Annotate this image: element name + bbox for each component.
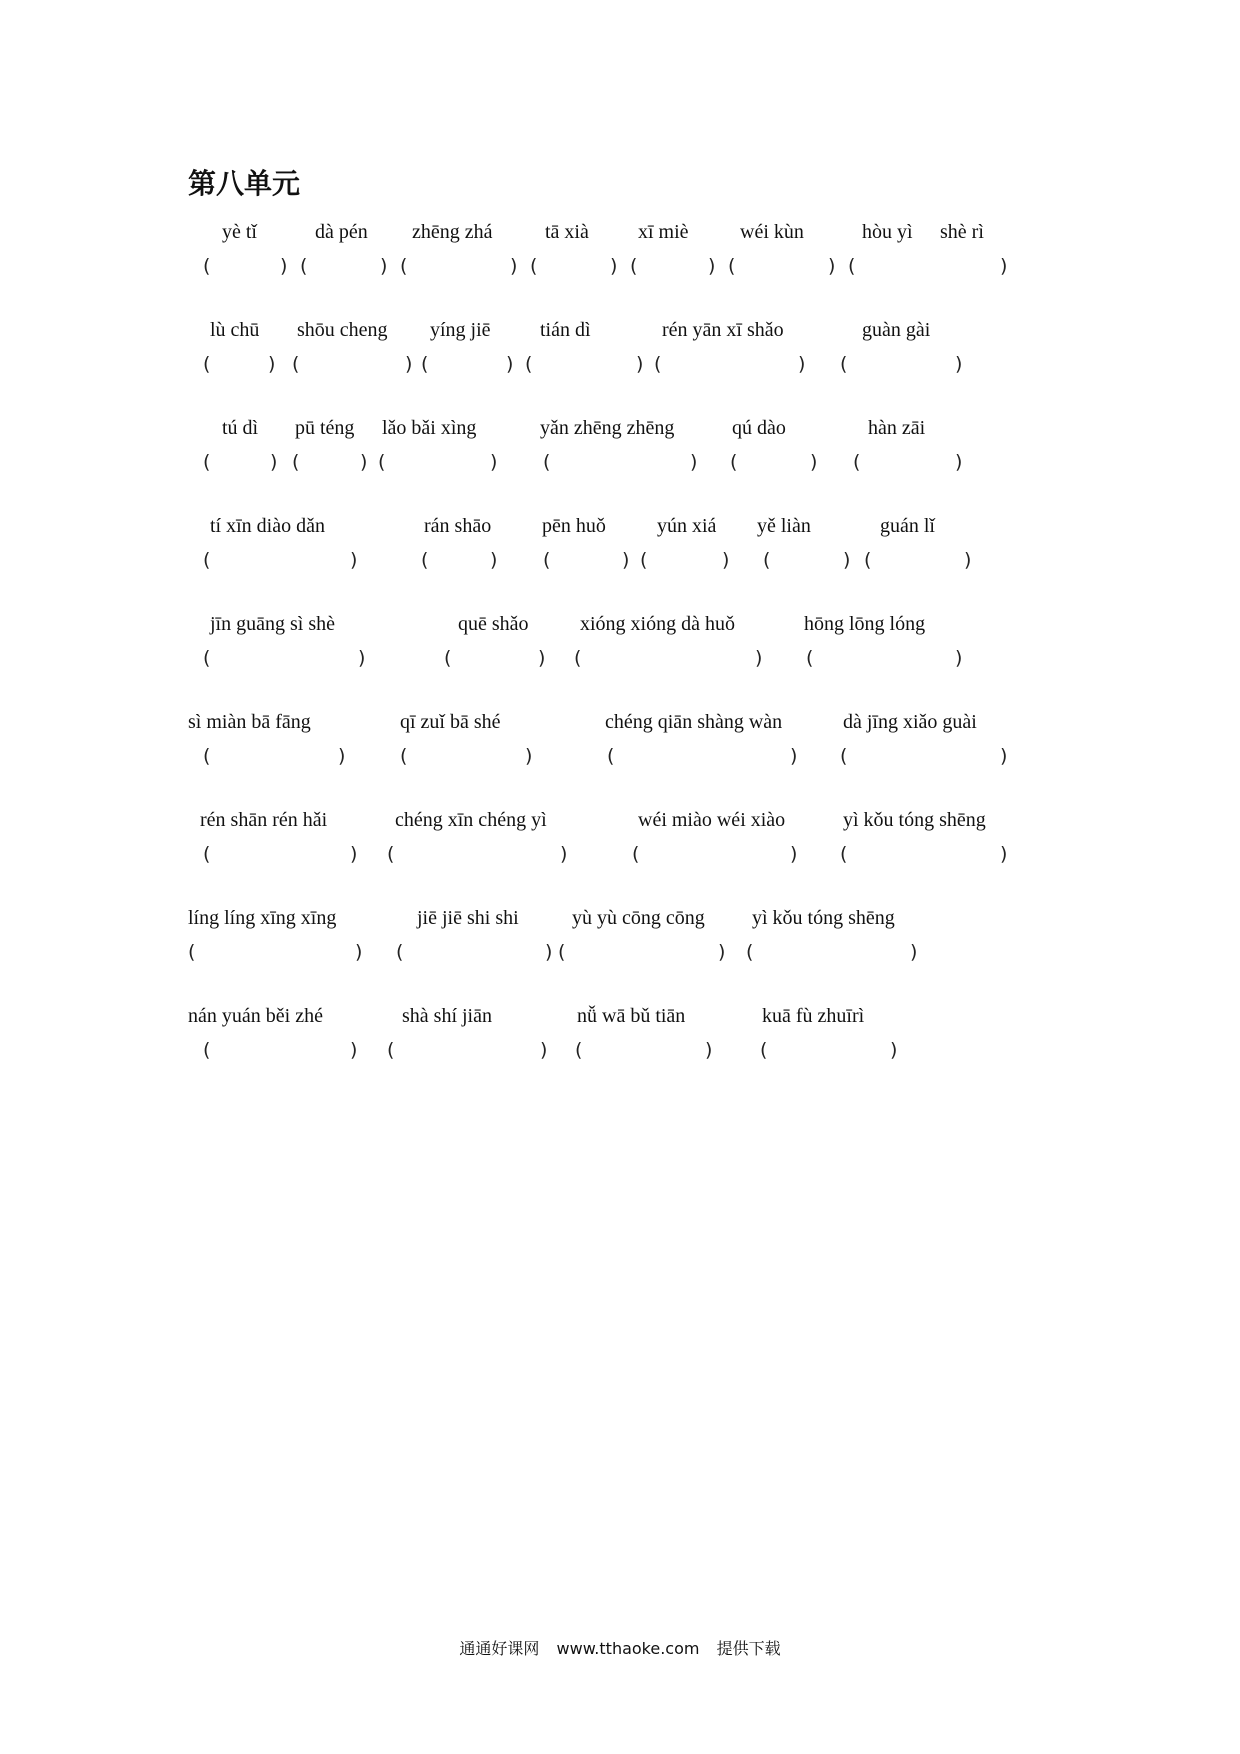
answer-blank-open: ( bbox=[840, 843, 848, 865]
answer-blank-close: ) bbox=[955, 451, 963, 473]
footer bbox=[0, 1636, 1240, 1659]
answer-blank-close: ) bbox=[350, 843, 358, 865]
pinyin-prompt: tú dì bbox=[222, 417, 259, 439]
pinyin-prompt: shè rì bbox=[940, 221, 984, 243]
answer-blank-close: ) bbox=[964, 549, 972, 571]
pinyin-prompt: dà jīng xiǎo guài bbox=[843, 711, 977, 733]
exercise-row bbox=[0, 808, 1240, 878]
answer-blank-close: ) bbox=[690, 451, 698, 473]
pinyin-prompt: rén yān xī shǎo bbox=[662, 319, 784, 341]
answer-blank-close: ) bbox=[890, 1039, 898, 1061]
answer-blank-open: ( bbox=[763, 549, 771, 571]
answer-blank-open: ( bbox=[203, 647, 211, 669]
pinyin-prompt: xióng xióng dà huǒ bbox=[580, 613, 735, 635]
footer-url: www.tthaoke.com bbox=[556, 1639, 700, 1658]
answer-blank-open: ( bbox=[444, 647, 452, 669]
answer-blank-close: ) bbox=[338, 745, 346, 767]
answer-blank-open: ( bbox=[853, 451, 861, 473]
pinyin-prompt: wéi kùn bbox=[740, 221, 804, 243]
answer-blank-close: ) bbox=[350, 549, 358, 571]
pinyin-prompt: zhēng zhá bbox=[412, 221, 493, 243]
exercise-row bbox=[0, 514, 1240, 584]
answer-blank-open: ( bbox=[188, 941, 196, 963]
pinyin-prompt: tí xīn diào dǎn bbox=[210, 515, 325, 537]
answer-blank-open: ( bbox=[525, 353, 533, 375]
answer-blank-close: ) bbox=[540, 1039, 548, 1061]
answer-blank-close: ) bbox=[1000, 255, 1008, 277]
answer-blank-close: ) bbox=[955, 647, 963, 669]
exercise-row bbox=[0, 906, 1240, 976]
exercise-row bbox=[0, 612, 1240, 682]
answer-blank-close: ) bbox=[490, 451, 498, 473]
pinyin-prompt: rán shāo bbox=[424, 515, 492, 537]
pinyin-prompt: yù yù cōng cōng bbox=[572, 907, 705, 929]
pinyin-prompt: yì kǒu tóng shēng bbox=[843, 809, 986, 831]
answer-blank-close: ) bbox=[705, 1039, 713, 1061]
answer-blank-open: ( bbox=[640, 549, 648, 571]
answer-blank-close: ) bbox=[545, 941, 553, 963]
answer-blank-open: ( bbox=[840, 745, 848, 767]
answer-blank-open: ( bbox=[203, 549, 211, 571]
pinyin-prompt: chéng qiān shàng wàn bbox=[605, 711, 783, 733]
answer-blank-open: ( bbox=[292, 353, 300, 375]
answer-blank-open: ( bbox=[840, 353, 848, 375]
answer-blank-close: ) bbox=[490, 549, 498, 571]
pinyin-prompt: hàn zāi bbox=[868, 417, 926, 439]
answer-blank-close: ) bbox=[380, 255, 388, 277]
answer-blank-open: ( bbox=[396, 941, 404, 963]
answer-blank-close: ) bbox=[708, 255, 716, 277]
pinyin-prompt: yè tǐ bbox=[222, 221, 257, 243]
answer-blank-close: ) bbox=[610, 255, 618, 277]
exercise-row bbox=[0, 710, 1240, 780]
answer-blank-open: ( bbox=[421, 353, 429, 375]
answer-blank-open: ( bbox=[746, 941, 754, 963]
answer-blank-open: ( bbox=[864, 549, 872, 571]
answer-blank-open: ( bbox=[760, 1039, 768, 1061]
answer-blank-open: ( bbox=[607, 745, 615, 767]
answer-blank-close: ) bbox=[722, 549, 730, 571]
pinyin-prompt: chéng xīn chéng yì bbox=[395, 809, 547, 831]
pinyin-prompt: guàn gài bbox=[862, 319, 931, 341]
pinyin-prompt: hōng lōng lóng bbox=[804, 613, 926, 635]
page-title: 第八单元 bbox=[188, 167, 301, 200]
pinyin-prompt: pēn huǒ bbox=[542, 515, 606, 537]
answer-blank-open: ( bbox=[203, 745, 211, 767]
exercise-row bbox=[0, 416, 1240, 486]
pinyin-prompt: yún xiá bbox=[657, 515, 717, 537]
answer-blank-open: ( bbox=[575, 1039, 583, 1061]
answer-blank-open: ( bbox=[203, 255, 211, 277]
answer-blank-open: ( bbox=[378, 451, 386, 473]
answer-blank-close: ) bbox=[355, 941, 363, 963]
pinyin-prompt: líng líng xīng xīng bbox=[188, 907, 337, 929]
answer-blank-open: ( bbox=[574, 647, 582, 669]
answer-blank-open: ( bbox=[203, 1039, 211, 1061]
answer-blank-open: ( bbox=[203, 843, 211, 865]
pinyin-prompt: sì miàn bā fāng bbox=[188, 711, 311, 733]
answer-blank-close: ) bbox=[798, 353, 806, 375]
answer-blank-open: ( bbox=[543, 549, 551, 571]
answer-blank-close: ) bbox=[910, 941, 918, 963]
answer-blank-close: ) bbox=[538, 647, 546, 669]
answer-blank-close: ) bbox=[636, 353, 644, 375]
answer-blank-close: ) bbox=[790, 843, 798, 865]
answer-blank-open: ( bbox=[530, 255, 538, 277]
pinyin-prompt: yě liàn bbox=[757, 515, 811, 537]
answer-blank-open: ( bbox=[728, 255, 736, 277]
answer-blank-open: ( bbox=[400, 745, 408, 767]
answer-blank-open: ( bbox=[730, 451, 738, 473]
pinyin-prompt: hòu yì bbox=[862, 221, 913, 243]
pinyin-prompt: dà pén bbox=[315, 221, 368, 243]
pinyin-prompt: tián dì bbox=[540, 319, 591, 341]
answer-blank-close: ) bbox=[718, 941, 726, 963]
answer-blank-open: ( bbox=[300, 255, 308, 277]
answer-blank-open: ( bbox=[630, 255, 638, 277]
answer-blank-close: ) bbox=[755, 647, 763, 669]
footer-suffix: 提供下载 bbox=[716, 1639, 781, 1658]
answer-blank-close: ) bbox=[1000, 745, 1008, 767]
answer-blank-close: ) bbox=[268, 353, 276, 375]
pinyin-prompt: guán lǐ bbox=[880, 515, 935, 537]
pinyin-prompt: xī miè bbox=[638, 221, 689, 243]
answer-blank-close: ) bbox=[1000, 843, 1008, 865]
pinyin-prompt: jiē jiē shi shi bbox=[417, 907, 519, 929]
pinyin-prompt: wéi miào wéi xiào bbox=[638, 809, 786, 831]
answer-blank-open: ( bbox=[203, 451, 211, 473]
pinyin-prompt: quē shǎo bbox=[458, 613, 529, 635]
pinyin-prompt: nǚ wā bǔ tiān bbox=[577, 1005, 686, 1027]
answer-blank-close: ) bbox=[280, 255, 288, 277]
pinyin-prompt: rén shān rén hǎi bbox=[200, 809, 328, 831]
answer-blank-open: ( bbox=[806, 647, 814, 669]
answer-blank-open: ( bbox=[387, 843, 395, 865]
answer-blank-close: ) bbox=[358, 647, 366, 669]
answer-blank-open: ( bbox=[654, 353, 662, 375]
pinyin-prompt: yíng jiē bbox=[430, 319, 491, 341]
answer-blank-open: ( bbox=[292, 451, 300, 473]
footer-site-name: 通通好课网 bbox=[459, 1639, 540, 1658]
answer-blank-open: ( bbox=[543, 451, 551, 473]
exercise-row bbox=[0, 318, 1240, 388]
answer-blank-close: ) bbox=[360, 451, 368, 473]
answer-blank-open: ( bbox=[632, 843, 640, 865]
pinyin-prompt: pū téng bbox=[295, 417, 355, 439]
exercise-row bbox=[0, 1004, 1240, 1074]
pinyin-prompt: yì kǒu tóng shēng bbox=[752, 907, 895, 929]
answer-blank-open: ( bbox=[387, 1039, 395, 1061]
answer-blank-open: ( bbox=[400, 255, 408, 277]
answer-blank-close: ) bbox=[560, 843, 568, 865]
pinyin-prompt: nán yuán běi zhé bbox=[188, 1005, 323, 1027]
exercise-row bbox=[0, 220, 1240, 290]
answer-blank-close: ) bbox=[843, 549, 851, 571]
pinyin-prompt: lù chū bbox=[210, 319, 260, 341]
answer-blank-close: ) bbox=[510, 255, 518, 277]
answer-blank-close: ) bbox=[525, 745, 533, 767]
answer-blank-close: ) bbox=[622, 549, 630, 571]
answer-blank-close: ) bbox=[810, 451, 818, 473]
pinyin-prompt: qī zuǐ bā shé bbox=[400, 711, 501, 733]
answer-blank-close: ) bbox=[790, 745, 798, 767]
pinyin-prompt: yǎn zhēng zhēng bbox=[540, 417, 675, 439]
pinyin-prompt: shōu cheng bbox=[297, 319, 388, 341]
answer-blank-close: ) bbox=[828, 255, 836, 277]
answer-blank-close: ) bbox=[506, 353, 514, 375]
pinyin-prompt: kuā fù zhuīrì bbox=[762, 1005, 865, 1027]
pinyin-prompt: lǎo bǎi xìng bbox=[382, 417, 477, 439]
pinyin-prompt: jīn guāng sì shè bbox=[210, 613, 335, 635]
answer-blank-close: ) bbox=[405, 353, 413, 375]
pinyin-prompt: shà shí jiān bbox=[402, 1005, 492, 1027]
answer-blank-open: ( bbox=[558, 941, 566, 963]
answer-blank-close: ) bbox=[270, 451, 278, 473]
answer-blank-open: ( bbox=[421, 549, 429, 571]
answer-blank-open: ( bbox=[203, 353, 211, 375]
answer-blank-open: ( bbox=[848, 255, 856, 277]
pinyin-prompt: tā xià bbox=[545, 221, 589, 243]
answer-blank-close: ) bbox=[350, 1039, 358, 1061]
pinyin-prompt: qú dào bbox=[732, 417, 786, 439]
answer-blank-close: ) bbox=[955, 353, 963, 375]
